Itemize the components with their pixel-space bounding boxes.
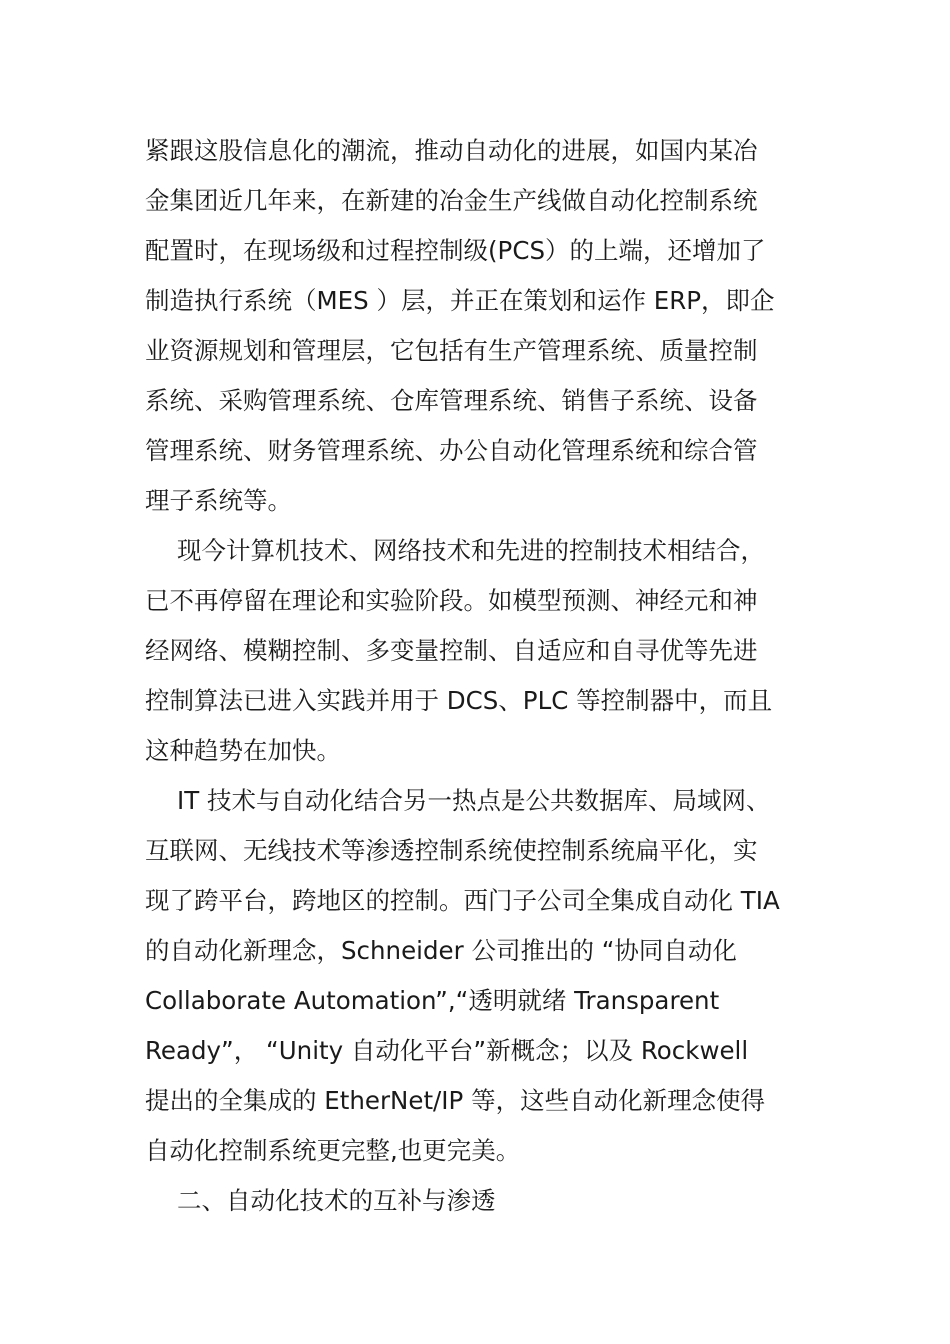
text-line: 控制算法已进入实践并用于 DCS、PLC 等控制器中，而且: [145, 686, 773, 715]
text-line: 系统、采购管理系统、仓库管理系统、销售子系统、设备: [145, 386, 758, 415]
text-line: 提出的全集成的 EtherNet/IP 等，这些自动化新理念使得: [145, 1086, 766, 1115]
text-line: 已不再停留在理论和实验阶段。如模型预测、神经元和神: [145, 586, 758, 615]
section-heading: 二、自动化技术的互补与渗透: [177, 1186, 496, 1215]
text-line: 互联网、无线技术等渗透控制系统使控制系统扁平化，实: [145, 836, 758, 865]
text-line: 金集团近几年来，在新建的冶金生产线做自动化控制系统: [145, 186, 758, 215]
text-line: Ready”， “Unity 自动化平台”新概念；以及 Rockwell: [145, 1036, 749, 1065]
text-line: 现了跨平台，跨地区的控制。西门子公司全集成自动化 TIA: [145, 886, 780, 915]
text-line: Collaborate Automation”,“透明就绪 Transparent: [145, 986, 720, 1015]
body-text: [145, 126, 810, 1226]
text-line: 紧跟这股信息化的潮流，推动自动化的进展，如国内某冶: [145, 136, 758, 165]
text-line: 管理系统、财务管理系统、办公自动化管理系统和综合管: [145, 436, 758, 465]
text-line: 自动化控制系统更完整,也更完美。: [145, 1136, 521, 1165]
paragraph-start-line: IT 技术与自动化结合另一热点是公共数据库、局域网、: [177, 786, 771, 815]
text-line: 的自动化新理念，Schneider 公司推出的 “协同自动化: [145, 936, 737, 965]
text-line: 配置时，在现场级和过程控制级(PCS）的上端，还增加了: [145, 236, 766, 265]
text-line: 经网络、模糊控制、多变量控制、自适应和自寻优等先进: [145, 636, 758, 665]
text-line: 这种趋势在加快。: [145, 736, 341, 765]
text-line: 业资源规划和管理层，它包括有生产管理系统、质量控制: [145, 336, 758, 365]
text-line: 制造执行系统（MES ）层，并正在策划和运作 ERP，即企: [145, 286, 775, 315]
text-line: 理子系统等。: [145, 486, 292, 515]
paragraph-start-line: 现今计算机技术、网络技术和先进的控制技术相结合，: [177, 536, 765, 565]
